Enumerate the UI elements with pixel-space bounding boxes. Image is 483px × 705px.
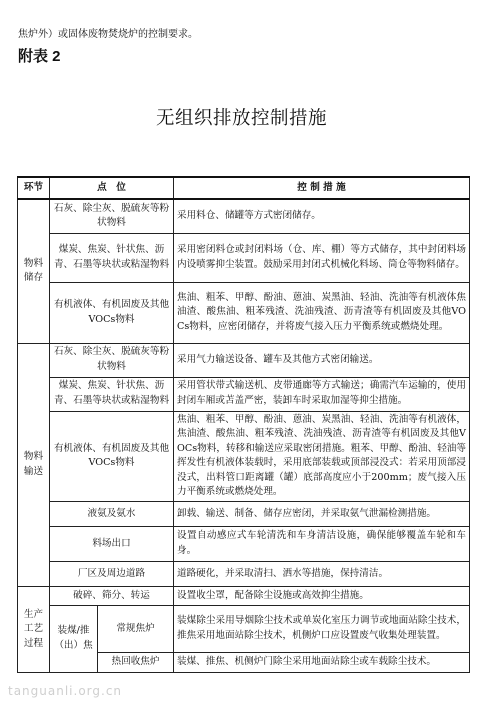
table-row bbox=[18, 343, 470, 377]
point-cell: 热回收焦炉 bbox=[98, 653, 174, 673]
point-cell: 常规焦炉 bbox=[98, 606, 174, 653]
point-cell: 有机液体、有机固废及其他VOCs物料 bbox=[50, 411, 174, 502]
measure-cell: 设置自动感应式车轮清洗和车身清洁设施，确保能够覆盖车轮和车身。 bbox=[174, 527, 470, 562]
table-row bbox=[18, 606, 470, 653]
measure-cell: 装煤除尘采用导烟除尘技术或单炭化室压力调节或地面站除尘技术，推焦采用地面站除尘技术，机侧炉口应设置废气收集处理装置。 bbox=[174, 606, 470, 653]
measure-cell: 采用气力输送设备、罐车及其他方式密闭输送。 bbox=[174, 343, 470, 377]
measure-cell: 设置收尘罩，配备除尘设施或高效抑尘措施。 bbox=[174, 587, 470, 606]
measure-cell: 卸载、输送、制备、储存应密闭，并采取氨气泄漏检测措施。 bbox=[174, 502, 470, 527]
control-measures-table bbox=[17, 176, 470, 673]
header-point: 点 位 bbox=[50, 177, 174, 199]
point-cell: 破碎、筛分、转运 bbox=[50, 587, 174, 606]
table-row bbox=[18, 502, 470, 527]
stage-coal-charging: 装煤/推（出）焦 bbox=[50, 606, 98, 673]
measure-cell: 焦油、粗苯、甲醇、酚油、蒽油、炭黑油、轻油、洗油等有机液体，焦油渣、酸焦油、粗苯残渣、洗油残渣、沥青渣等有机固废及其他VOCs物料，转移和输送应采取密闭措施。粗苯、甲醇、酚油、轻油等挥发性有机液体装载时，采用底部装载或顶部浸没式：若采用顶部浸没式，出料管口距离罐（罐）底部高度应小于200mm；废气接入压力平衡系统或燃烧处理。 bbox=[174, 411, 470, 502]
point-cell: 液氨及氨水 bbox=[50, 502, 174, 527]
table-header-row bbox=[18, 177, 470, 199]
page-title: 无组织排放控制措施 bbox=[155, 108, 327, 129]
table-row bbox=[18, 527, 470, 562]
point-cell: 料场出口 bbox=[50, 527, 174, 562]
watermark: tanguanli.org.cn bbox=[8, 684, 123, 698]
point-cell: 厂区及周边道路 bbox=[50, 562, 174, 587]
measure-cell: 装煤、推焦、机侧炉门除尘采用地面站除尘或车载除尘技术。 bbox=[174, 653, 470, 673]
point-cell: 煤炭、焦炭、针状焦、沥青、石墨等块状或粘湿物料 bbox=[50, 233, 174, 282]
measure-cell: 采用密闭料仓或封闭料场（仓、库、棚）等方式储存，其中封闭料场内设喷雾抑尘装置。鼓励采用封闭式机械化料场、筒仓等物料储存。 bbox=[174, 233, 470, 282]
intro-text: 焦炉外）或固体废物焚烧炉的控制要求。 bbox=[18, 29, 198, 40]
measure-cell: 采用管状带式输送机、皮带通廊等方式输送；确需汽车运输的，使用封闭车厢或苫盖严密，装卸车时采取加湿等抑尘措施。 bbox=[174, 377, 470, 411]
point-cell: 石灰、除尘灰、脱硫灰等粉状物料 bbox=[50, 343, 174, 377]
stage-transport: 物料输送 bbox=[18, 343, 50, 587]
measure-cell: 道路硬化，并采取清扫、洒水等措施，保持清洁。 bbox=[174, 562, 470, 587]
measure-cell: 采用料仓、储罐等方式密闭储存。 bbox=[174, 199, 470, 233]
point-cell: 有机液体、有机固废及其他VOCs物料 bbox=[50, 282, 174, 343]
table-row bbox=[18, 282, 470, 343]
appendix-label: 附表 2 bbox=[18, 48, 61, 65]
point-cell: 煤炭、焦炭、针状焦、沥青、石墨等块状或粘湿物料 bbox=[50, 377, 174, 411]
table-row bbox=[18, 199, 470, 233]
table-row bbox=[18, 233, 470, 282]
measure-cell: 焦油、粗苯、甲醇、酚油、蒽油、炭黑油、轻油、洗油等有机液体焦油渣、酸焦油、粗苯残渣、洗油残渣、沥青渣等有机固废及其他VOCs物料，应密闭储存，并将废气接入压力平衡系统或燃烧处理。 bbox=[174, 282, 470, 343]
stage-production: 生产工艺过程 bbox=[18, 587, 50, 673]
stage-storage: 物料储存 bbox=[18, 199, 50, 343]
header-stage: 环节 bbox=[18, 177, 50, 199]
point-cell: 石灰、除尘灰、脱硫灰等粉状物料 bbox=[50, 199, 174, 233]
table-row bbox=[18, 377, 470, 411]
table-row bbox=[18, 562, 470, 587]
header-measure: 控 制 措 施 bbox=[174, 177, 470, 199]
table-row bbox=[18, 411, 470, 502]
table-row bbox=[18, 587, 470, 606]
